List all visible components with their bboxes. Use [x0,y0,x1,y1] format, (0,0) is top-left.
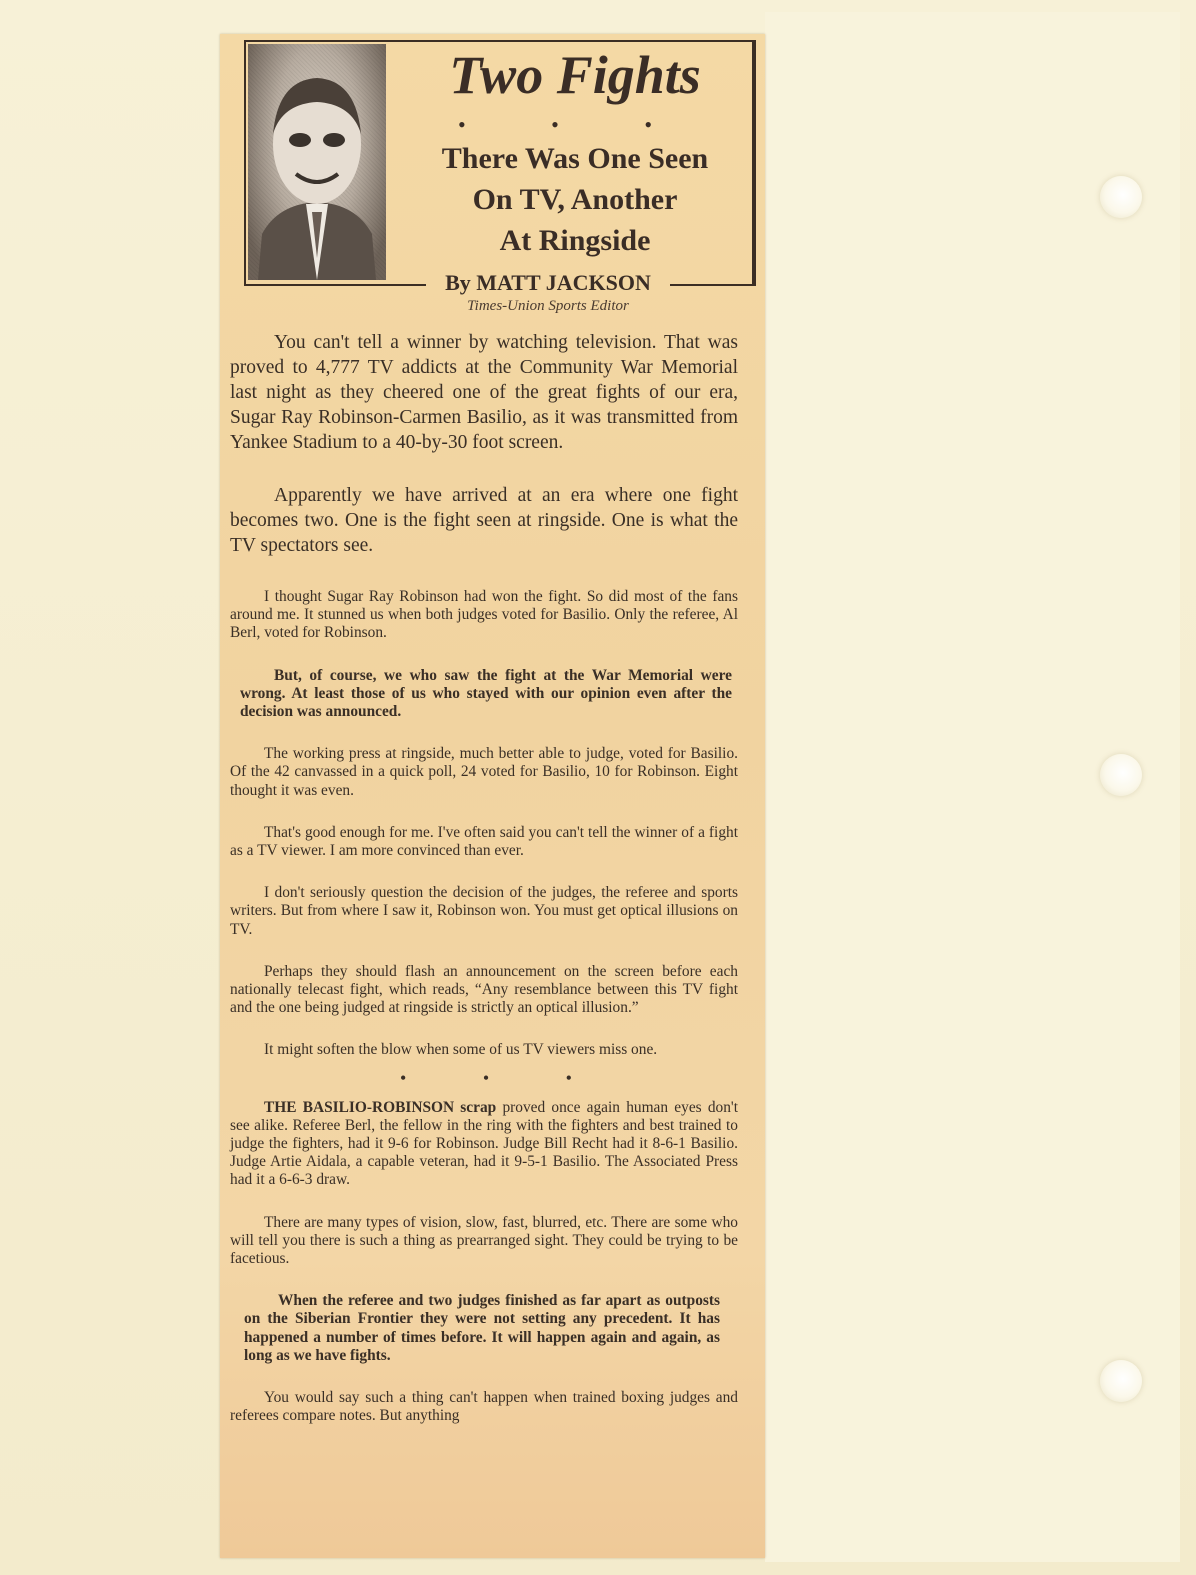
byline: By MATT JACKSON [445,270,651,295]
headline-title: Two Fights [449,45,701,105]
paragraph: That's good enough for me. I've often said you can't tell the winner of a fight as a TV viewer. I am more convinced than ever. [230,823,738,860]
headline-separator: • • • [457,112,693,137]
paragraph-bold: But, of course, we who saw the fight at the War Memorial were wrong. At least those of us who stayed with our opinion even after the decision was announced. [240,666,732,721]
paragraph-bold: When the referee and two judges finished as far apart as outposts on the Siberian Frontier they were not setting any precedent. It has happened a number of times before. It will happen again and again, as long as we have fights. [244,1292,720,1364]
section-separator: • • • [400,1067,608,1088]
article-body [230,330,738,1450]
subtitle-line: At Ringside [499,224,651,257]
headline-rule-right [670,284,754,286]
headline-rule-left [244,284,426,286]
headline-subtitle [396,138,754,261]
subtitle-line: On TV, Another [472,183,678,216]
paragraph: There are many types of vision, slow, fast, blurred, etc. There are some who will tell you there is such a thing as prearranged sight. They could be trying to be facetious. [230,1213,738,1268]
newspaper-clipping [220,34,765,1558]
paragraph: I thought Sugar Ray Robinson had won the fight. So did most of the fans around me. It stunned us when both judges voted for Basilio. Only the referee, Al Berl, voted for Robinson. [230,588,738,642]
paragraph: You can't tell a winner by watching television. That was proved to 4,777 TV addicts at the Community War Memorial last night as they cheered one of the great fights of our era, Sugar Ray Robinson-Carmen Basilio, as it was transmitted from Yankee Stadium to a 40-by-30 foot screen. [230,332,738,453]
paragraph: Perhaps they should flash an announcement on the screen before each nationally telecast fight, which reads, “Any resemblance between this TV fight and the one being judged at ringside is strictly an optical illusion.” [230,962,738,1017]
binder-hole-middle [1100,754,1142,796]
paragraph: I don't seriously question the decision of the judges, the referee and sports writers. But from where I saw it, Robinson won. You must get optical illusions on TV. [230,884,738,938]
binder-hole-top [1100,176,1142,218]
byline-title: Times-Union Sports Editor [467,298,629,314]
paragraph: It might soften the blow when some of us TV viewers miss one. [264,1041,658,1059]
paragraph: The working press at ringside, much better able to judge, voted for Basilio. Of the 42 canvassed in a quick poll, 24 voted for Basilio, 10 for Robinson. Eight thought it was even. [230,745,738,799]
paragraph-text: proved once again human eyes don't see alike. Referee Berl, the fellow in the ring with the fighters and best trained to judge the fighters, had it 9-6 for Robinson. Judge Bill Recht had it 8-6-1 Basilio. Judge Artie Aidala, a capable veteran, had it 9-5-1 Basilio. The Associated Press had it a 6-6-3 draw. [230,1098,738,1189]
subtitle-line: There Was One Seen [441,142,709,175]
binder-hole-bottom [1100,1360,1142,1402]
paragraph [230,1099,738,1190]
lead-in: THE BASILIO-ROBINSON scrap [264,1098,497,1116]
author-photo [248,44,386,280]
paragraph: You would say such a thing can't happen when trained boxing judges and referees compare notes. But anything [230,1389,738,1425]
paragraph: Apparently we have arrived at an era where one fight becomes two. One is the fight seen at ringside. One is what the TV spectators see. [230,485,738,556]
